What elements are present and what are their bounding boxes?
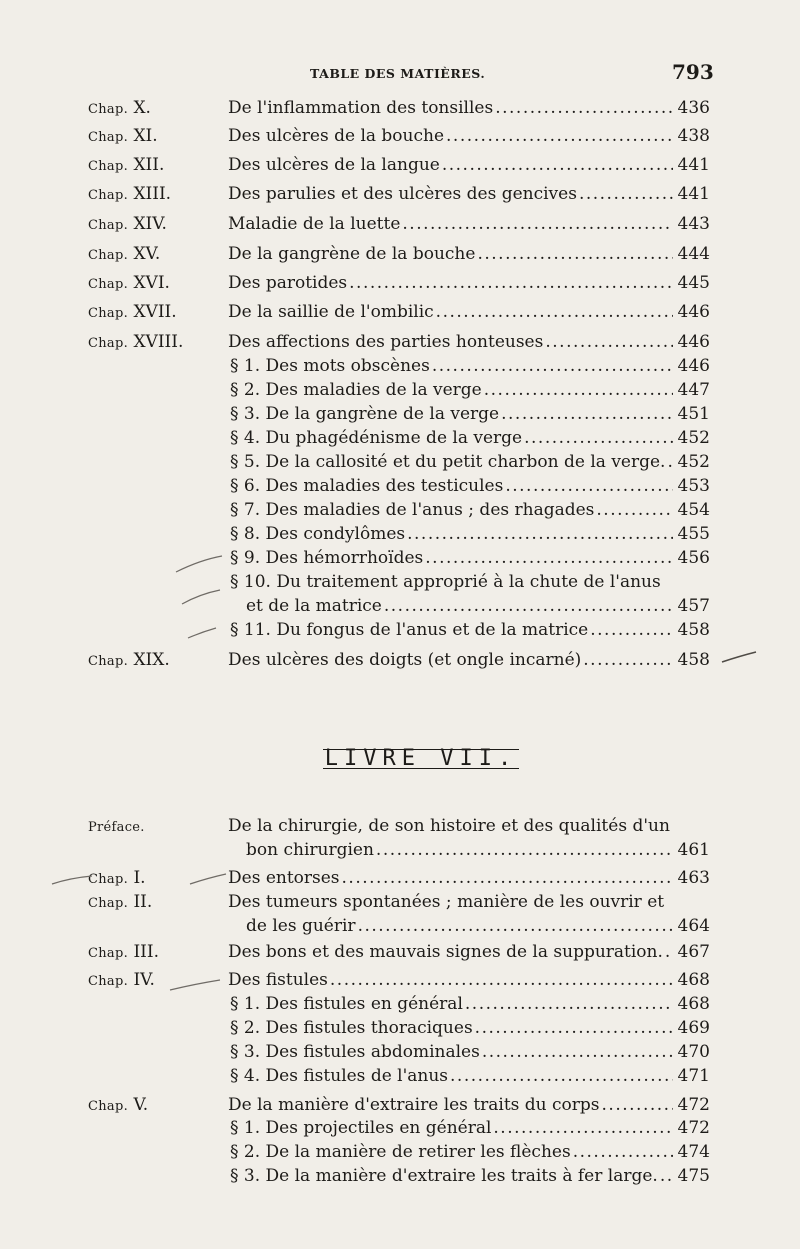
chapter-number: Chap. IV. [88,970,155,990]
running-head [0,62,800,86]
toc-row [0,814,800,838]
entry-page: 472 [677,1095,710,1115]
toc-section-row [0,1040,800,1064]
toc-row [0,330,800,354]
section-title: § 3. Des fistules abdominales [230,1042,480,1062]
entry-title-continued: de les guérir [246,916,356,936]
toc-section-row [0,1164,800,1188]
section-page: 452 [677,428,710,448]
toc-row [0,940,800,964]
toc-row [0,124,800,148]
toc-section-row [0,992,800,1016]
chapter-number: Chap. XVIII. [88,332,184,352]
entry-title: De l'inflammation des tonsilles [228,98,494,118]
entry-page: 445 [677,273,710,293]
running-title: TABLE DES MATIÈRES. [310,66,486,81]
section-title: § 11. Du fongus de l'anus et de la matrice [230,620,589,640]
chapter-number: Chap. X. [88,98,151,118]
section-title: § 4. Des fistules de l'anus [230,1066,449,1086]
section-title: § 9. Des hémorrhoïdes [230,548,424,568]
toc-row [0,300,800,324]
toc-row [0,890,800,914]
section-title: § 3. De la manière d'extraire les traits à fer large. [230,1166,658,1186]
toc-section-continuation [0,594,800,618]
entry-title: Maladie de la luette [228,214,401,234]
toc-section-row [0,1140,800,1164]
entry-page: 441 [677,184,710,204]
toc-section-row [0,354,800,378]
section-page: 468 [677,994,710,1014]
chapter-number: Chap. XVI. [88,273,170,293]
section-page: 475 [677,1166,710,1186]
toc-section-row [0,546,800,570]
entry-page: 444 [677,244,710,264]
section-title: § 5. De la callosité et du petit charbon de la verge. [230,452,666,472]
entry-title: Des bons et des mauvais signes de la suppuration. [228,942,663,962]
toc-row [0,271,800,295]
section-title: § 10. Du traitement approprié à la chute de l'anus [230,572,661,592]
toc-section-row [0,1016,800,1040]
section-page: 447 [677,380,710,400]
toc-section-row [0,1116,800,1140]
toc-section-row [0,522,800,546]
section-page: 458 [677,620,710,640]
chapter-number: Chap. V. [88,1095,149,1115]
chapter-number: Chap. XIX. [88,650,170,670]
section-page: 454 [677,500,710,520]
entry-page: 468 [677,970,710,990]
section-title: § 3. De la gangrène de la verge [230,404,500,424]
entry-title: De la gangrène de la bouche [228,244,476,264]
chapter-number: Chap. XII. [88,155,165,175]
section-page: 452 [677,452,710,472]
toc-section-row [0,378,800,402]
entry-page: 467 [677,942,710,962]
entry-title: Des ulcères des doigts (et ongle incarné) [228,650,582,670]
entry-title-continued: bon chirurgien [246,840,374,860]
entry-page: 463 [677,868,710,888]
entry-page: 446 [677,302,710,322]
chapter-number: Chap. II. [88,892,153,912]
chapter-number: Chap. XVII. [88,302,177,322]
section-page: 453 [677,476,710,496]
section-page: 457 [677,596,710,616]
entry-title: Des affections des parties honteuses [228,332,544,352]
entry-title: Des entorses [228,868,340,888]
entry-page: 461 [677,840,710,860]
section-title: § 2. De la manière de retirer les flèches [230,1142,571,1162]
section-title-continued: et de la matrice [246,596,382,616]
toc-row [0,866,800,890]
section-title: § 7. Des maladies de l'anus ; des rhagades [230,500,595,520]
entry-title: De la chirurgie, de son histoire et des qualités d'un [228,816,670,836]
section-title: § 8. Des condylômes [230,524,406,544]
section-title: § 6. Des maladies des testicules [230,476,504,496]
entry-title: Des fistules [228,970,328,990]
toc-row [0,648,800,672]
section-page: 455 [677,524,710,544]
section-page: 474 [677,1142,710,1162]
page-number: 793 [672,60,714,84]
section-title: § 4. Du phagédénisme de la verge [230,428,523,448]
toc-row [0,212,800,236]
preface-label: Préface. [88,820,145,835]
book-heading: LIVRE VII. [324,746,518,771]
toc-section-row [0,498,800,522]
section-page: 471 [677,1066,710,1086]
section-page: 446 [677,356,710,376]
toc-row [0,182,800,206]
chapter-number: Chap. XI. [88,126,158,146]
toc-row [0,242,800,266]
chapter-number: Chap. XIII. [88,184,172,204]
section-page: 472 [677,1118,710,1138]
toc-row [0,1093,800,1117]
toc-row [0,968,800,992]
section-page: 456 [677,548,710,568]
chapter-number: Chap. XIV. [88,214,167,234]
entry-page: 441 [677,155,710,175]
toc-continuation [0,914,800,938]
entry-page: 464 [677,916,710,936]
toc-section-row [0,450,800,474]
toc-section-row [0,570,800,594]
toc-section-row [0,1064,800,1088]
section-title: § 1. Des mots obscènes [230,356,430,376]
toc-section-row [0,426,800,450]
toc-continuation [0,838,800,862]
entry-title: De la manière d'extraire les traits du corps [228,1095,600,1115]
section-page: 470 [677,1042,710,1062]
section-page: 469 [677,1018,710,1038]
entry-page: 458 [677,650,710,670]
section-page: 451 [677,404,710,424]
entry-title: Des tumeurs spontanées ; manière de les ouvrir et [228,892,665,912]
toc-row [0,153,800,177]
entry-title: Des parulies et des ulcères des gencives [228,184,577,204]
entry-page: 436 [677,98,710,118]
toc-row [0,96,800,120]
toc-section-row [0,402,800,426]
chapter-number: Chap. I. [88,868,146,888]
entry-page: 446 [677,332,710,352]
toc-section-row [0,474,800,498]
chapter-number: Chap. III. [88,942,159,962]
entry-title: Des parotides [228,273,348,293]
chapter-number: Chap. XV. [88,244,161,264]
section-title: § 2. Des maladies de la verge [230,380,482,400]
entry-title: De la saillie de l'ombilic [228,302,434,322]
entry-title: Des ulcères de la bouche [228,126,445,146]
toc-section-row [0,618,800,642]
entry-page: 443 [677,214,710,234]
section-title: § 1. Des fistules en général [230,994,463,1014]
section-title: § 1. Des projectiles en général [230,1118,492,1138]
entry-title: Des ulcères de la langue [228,155,440,175]
entry-page: 438 [677,126,710,146]
section-title: § 2. Des fistules thoraciques [230,1018,473,1038]
